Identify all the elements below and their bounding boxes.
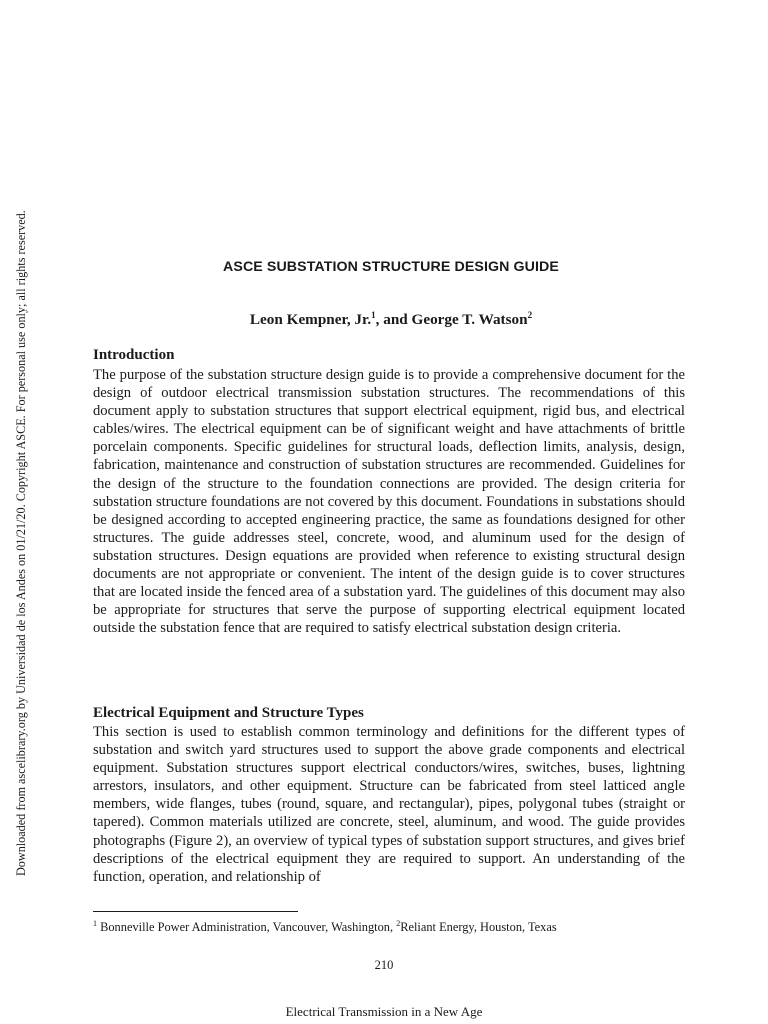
affiliation-footnote [93, 920, 557, 935]
download-notice: Downloaded from ascelibrary.org by Universidad de los Andes on 01/21/20. Copyright ASCE. For personal use only; all rights reserved. [14, 210, 28, 876]
author-line [0, 311, 768, 329]
paper-title: ASCE SUBSTATION STRUCTURE DESIGN GUIDE [223, 259, 559, 275]
introduction-paragraph: The purpose of the substation structure design guide is to provide a comprehensive document for the design of outdoor electrical transmission substation structures. The recommendations of this document apply to substation structures that support electrical equipment, rigid bus, and electrical cables/wires. The electrical equipment can be of significant weight and have attachments of brittle porcelain components. Specific guidelines for structural loads, deflection limits, analysis, design, fabrication, maintenance and construction of substation structures are recommended. Guidelines for the design of the structure to the foundation connections are provided. The design criteria for substation structure foundations are not covered by this document. Foundations in substations should be designed according to accepted engineering practice, the same as foundations designed for other structures. The guide addresses steel, concrete, wood, and aluminum used for the design of substation structures. Design equations are provided when reference to existing structural design documents are not appropriate or convenient. The intent of the design guide is to cover structures that are located inside the fenced area of a substation yard. The guidelines of this document may also be appropriate for structures that serve the purpose of supporting electrical equipment located outside the substation fence that are required to satisfy electrical substation design criteria. [93, 367, 685, 637]
footnote-mark-1: 1 [93, 919, 97, 928]
introduction-heading: Introduction [93, 347, 175, 363]
proceedings-footer: Electrical Transmission in a New Age [285, 1004, 483, 1019]
footnote-affiliation-2: Reliant Energy, Houston, Texas [400, 920, 557, 934]
author-2-affiliation-mark: 2 [527, 310, 533, 320]
page-number: 210 [374, 958, 394, 972]
footnote-divider [93, 911, 298, 912]
equipment-paragraph: This section is used to establish common terminology and definitions for the different types of substation and switch yard structures used to support the above grade components and electrical equipment. Substation structures support electrical conductors/wires, switches, buses, lightning arrestors, insulators, and other equipment. Structure can be fabricated from steel latticed angle members, wide flanges, tubes (round, square, and rectangular), pipes, polygonal tubes (straight or tapered). Common materials utilized are concrete, steel, aluminum, and wood. The guide provides photographs (Figure 2), an overview of typical types of substation support structures, and gives brief descriptions of the electrical equipment they are required to support. An understanding of the function, operation, and relationship of [93, 724, 685, 885]
footnote-mark-2: 2 [396, 919, 401, 928]
equipment-heading: Electrical Equipment and Structure Types [93, 705, 364, 721]
author-joiner: , and George T. Watson [375, 311, 528, 328]
author-1-affiliation-mark: 1 [371, 310, 376, 320]
author-1-name: Leon Kempner, Jr. [249, 311, 372, 328]
footnote-affiliation-1: Bonneville Power Administration, Vancouver, Washington, [97, 920, 397, 934]
